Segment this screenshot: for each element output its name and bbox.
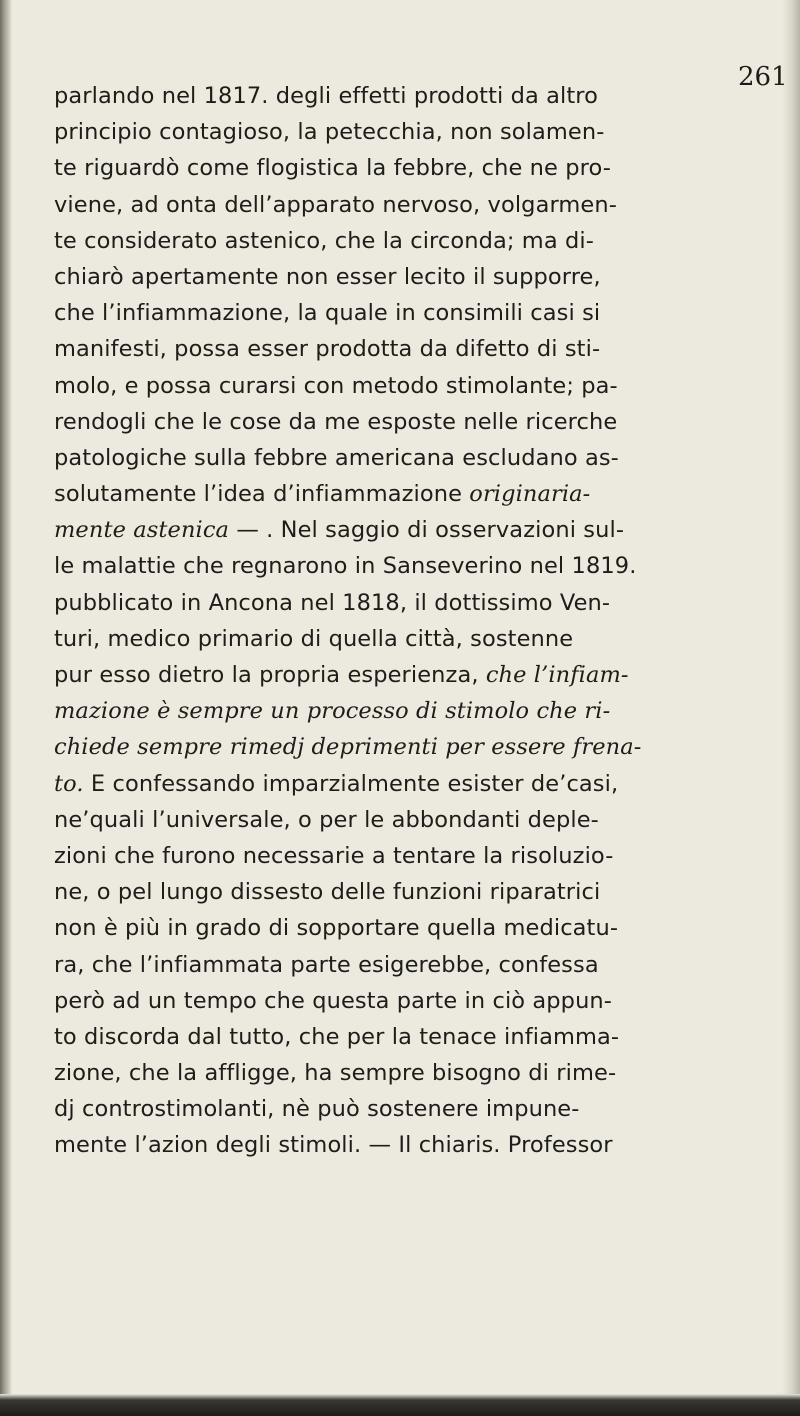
text-line-4: viene, ad onta dell’apparato nervoso, volgarmen- [54,191,617,218]
text-line-10: rendogli che le cose da me esposte nelle ricerche [54,408,618,435]
text-line-1: parlando nel 1817. degli effetti prodotti da altro [54,83,599,109]
text-segment: E confessando imparzialmente esister de’casi, [83,770,619,797]
italic-segment: mente astenica [54,517,230,544]
text-line-2: principio contagioso, la petecchia, non solamen- [54,119,605,146]
text-line-22: zioni che furono necessarie a tentare la risoluzio- [54,842,614,869]
text-line-9: molo, e possa curarsi con metodo stimolante; pa- [54,372,618,399]
text-line-23: ne, o pel lungo dissesto delle funzioni riparatrici [54,879,601,906]
text-line-17 [54,657,762,693]
text-line-20 [54,766,762,802]
text-line-26: però ad un tempo che questa parte in ciò appun- [54,987,613,1014]
text-line-11: patologiche sulla febbre americana escludano as- [54,444,619,471]
page-bottom-edge [0,1394,800,1416]
text-line-21: ne’quali l’universale, o per le abbondanti deple- [54,806,599,833]
italic-segment: to. [54,770,84,797]
text-line-19: chiede sempre rimedj deprimenti per essere frena- [54,734,642,761]
italic-segment: originaria- [469,481,591,508]
text-line-24: non è più in grado di sopportare quella medicatu- [54,915,619,942]
text-line-7: che l’infiammazione, la quale in consimili casi si [54,300,601,327]
text-line-29: dj controstimolanti, nè può sostenere impune- [54,1096,580,1123]
text-line-13 [54,512,762,548]
text-line-8: manifesti, possa esser prodotta da difetto di sti- [54,336,601,363]
text-line-14: le malattie che regnarono in Sanseverino nel 1819. [54,553,637,580]
body-text [54,78,762,1164]
italic-segment: che l’infiam- [485,662,629,688]
text-line-5: te considerato astenico, che la circonda; ma di- [54,227,594,254]
text-line-25: ra, che l’infiammata parte esigerebbe, confessa [54,951,599,978]
text-line-15: pubblicato in Ancona nel 1818, il dottissimo Ven- [54,589,611,616]
text-segment: — . Nel saggio di osservazioni sul- [229,517,625,544]
text-line-16: turi, medico primario di quella città, sostenne [54,625,574,652]
page-number: 261 [738,62,788,92]
text-line-30: mente l’azion degli stimoli. — Il chiaris. Professor [54,1132,613,1159]
text-line-12 [54,476,762,512]
text-line-18: mazione è sempre un processo di stimolo che ri- [54,698,611,725]
text-line-3: te riguardò come flogistica la febbre, che ne pro- [54,155,611,182]
text-segment: solutamente l’idea d’infiammazione [54,481,463,508]
text-line-28: zione, che la affligge, ha sempre bisogno di rime- [54,1060,617,1087]
page-edge-shadow [782,0,800,1416]
text-segment: pur esso dietro la propria esperienza, [54,662,486,688]
text-line-27: to discorda dal tutto, che per la tenace infiamma- [54,1023,620,1050]
text-line-6: chiarò apertamente non esser lecito il supporre, [54,263,601,290]
page-gutter-shadow [0,0,12,1416]
